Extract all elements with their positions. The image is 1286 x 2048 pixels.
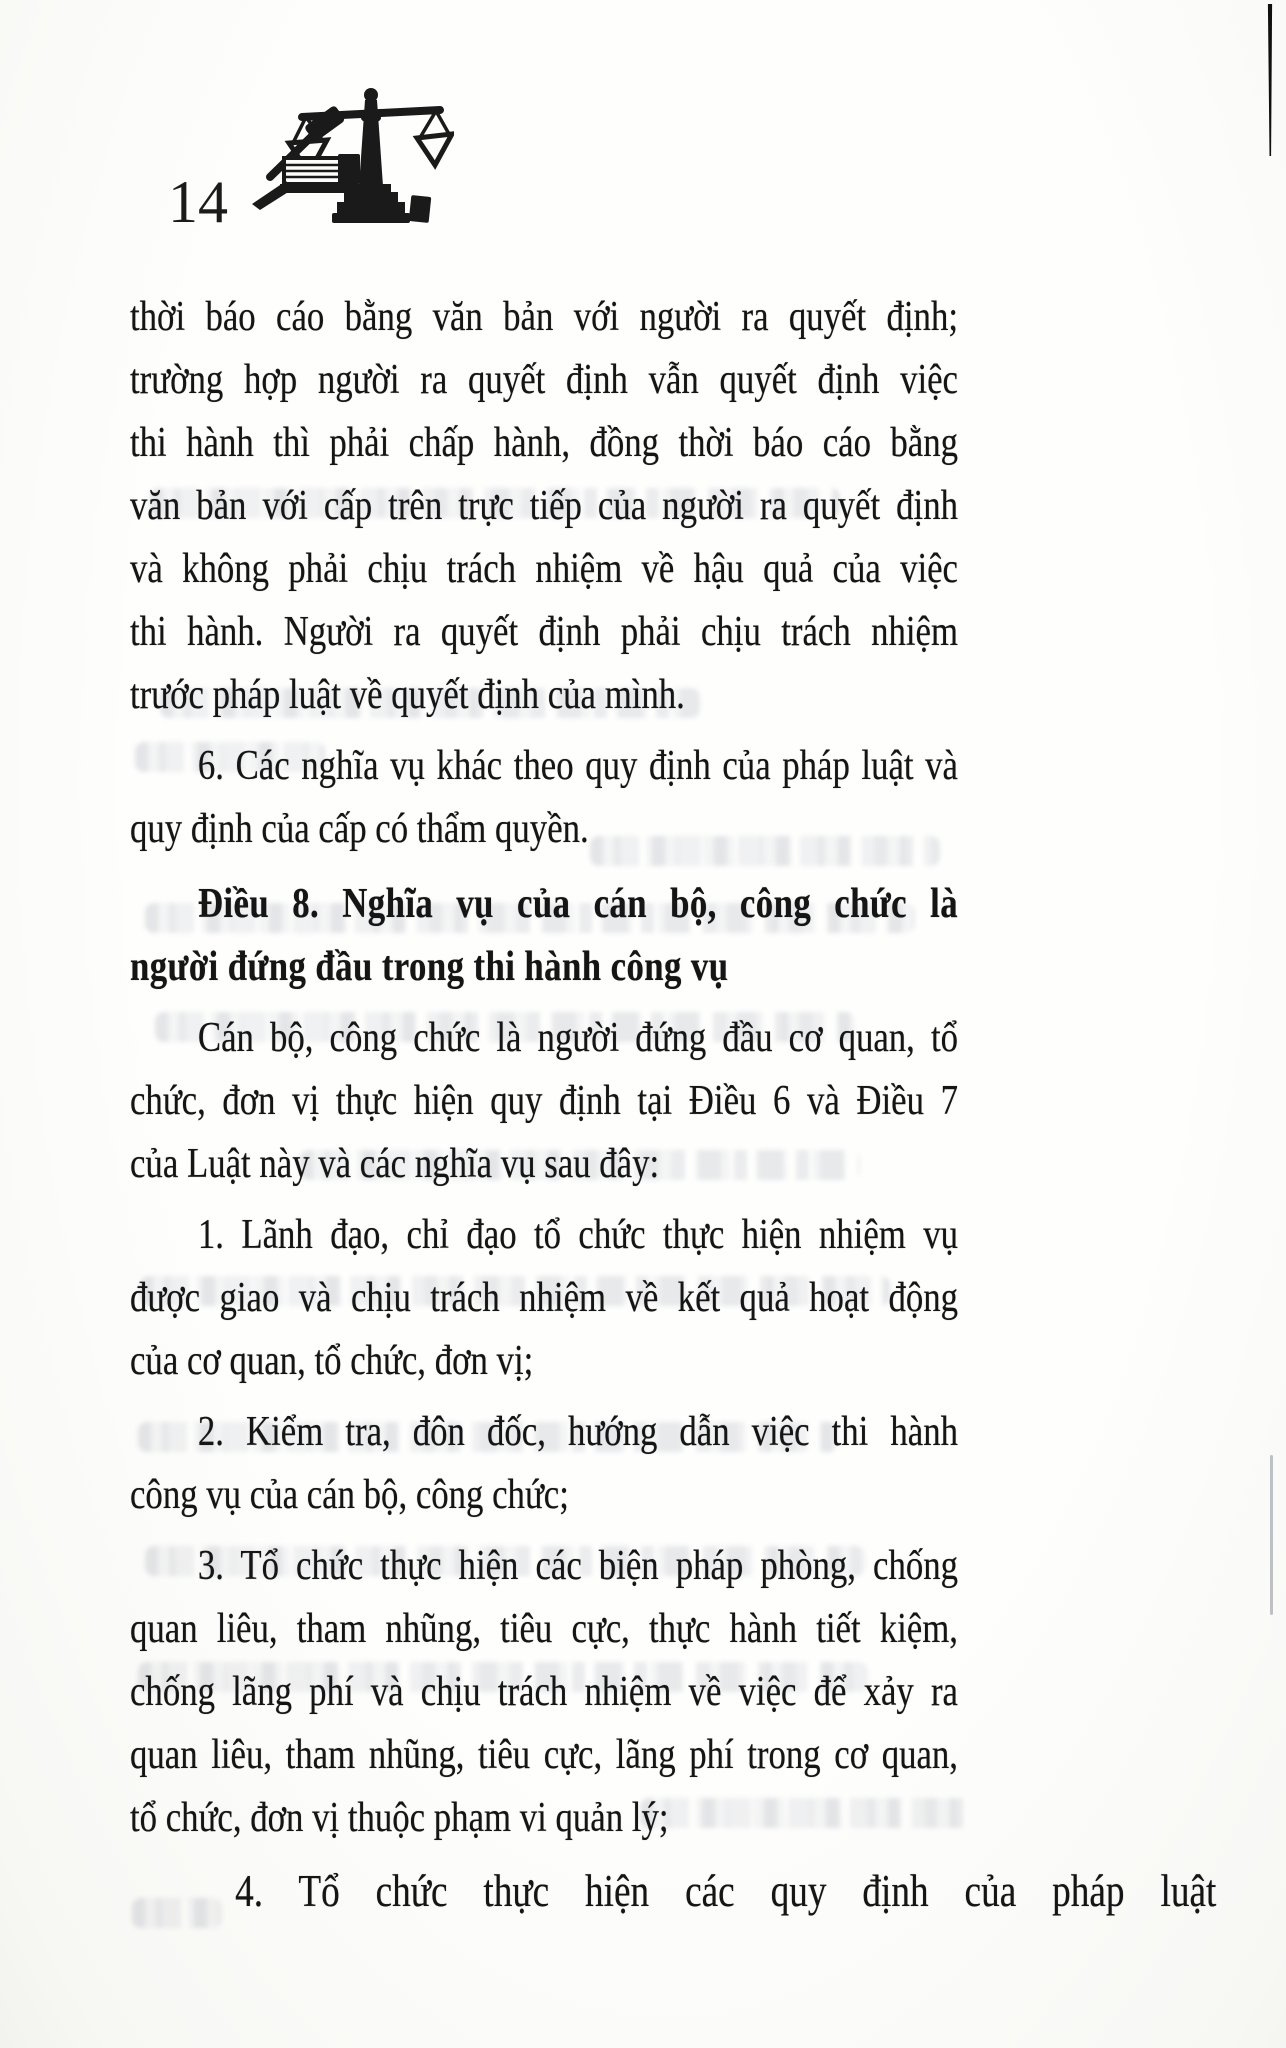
text-line: 1. Lãnh đạo, chỉ đạo tổ chức thực hiện nhiệm vụ	[197, 1212, 958, 1258]
paragraph	[130, 1204, 958, 1393]
text-line: 4. Tổ chức thực hiện các quy định của pháp luật	[235, 1866, 1217, 1916]
text-line: người đứng đầu trong thi hành công vụ	[130, 944, 729, 990]
text-line: 6. Các nghĩa vụ khác theo quy định của pháp luật và	[197, 743, 958, 789]
text-line: quan liêu, tham nhũng, tiêu cực, thực hành tiết kiệm,	[130, 1606, 958, 1652]
scan-artifact-corner-line	[1267, 4, 1273, 156]
text-line: thi hành. Người ra quyết định phải chịu trách nhiệm	[130, 609, 958, 655]
text-line: Điều 8. Nghĩa vụ của cán bộ, công chức là	[197, 881, 958, 927]
paragraph	[130, 1535, 958, 1850]
text-line: công vụ của cán bộ, công chức;	[130, 1472, 569, 1518]
text-line: thi hành thì phải chấp hành, đồng thời báo cáo bằng	[130, 420, 958, 466]
text-line: và không phải chịu trách nhiệm về hậu quả của việc	[130, 546, 958, 592]
text-line: 2. Kiểm tra, đôn đốc, hướng dẫn việc thi hành	[197, 1409, 958, 1455]
text-line: quan liêu, tham nhũng, tiêu cực, lãng phí trong cơ quan,	[130, 1732, 958, 1778]
article-heading	[130, 873, 958, 999]
text-line: được giao và chịu trách nhiệm về kết quả hoạt động	[130, 1275, 958, 1321]
text-line: tổ chức, đơn vị thuộc phạm vi quản lý;	[130, 1795, 669, 1841]
page-number: 14	[168, 169, 228, 235]
text-line: 3. Tổ chức thực hiện các biện pháp phòng, chống	[197, 1543, 958, 1589]
paragraph	[235, 1860, 1216, 1923]
paragraph	[130, 1401, 958, 1527]
paragraph	[130, 286, 958, 727]
text-line: trước pháp luật về quyết định của mình.	[130, 672, 685, 718]
justice-scales-gavel-books-icon	[250, 84, 454, 228]
text-line: của Luật này và các nghĩa vụ sau đây:	[130, 1141, 660, 1187]
text-line: trường hợp người ra quyết định vẫn quyết định việc	[130, 357, 958, 403]
paragraph	[130, 1007, 958, 1196]
text-line: văn bản với cấp trên trực tiếp của người ra quyết định	[130, 483, 958, 529]
scan-artifact-edge-line	[1270, 1455, 1273, 1615]
text-line: quy định của cấp có thẩm quyền.	[130, 806, 589, 852]
text-line: chức, đơn vị thực hiện quy định tại Điều 6 và Điều 7	[130, 1078, 958, 1124]
text-column	[130, 286, 1217, 1923]
text-line: chống lãng phí và chịu trách nhiệm về việc để xảy ra	[130, 1669, 958, 1715]
text-line: thời báo cáo bằng văn bản với người ra quyết định;	[130, 294, 958, 340]
text-line: Cán bộ, công chức là người đứng đầu cơ quan, tổ	[197, 1015, 958, 1061]
paragraph	[130, 735, 958, 861]
text-line: của cơ quan, tổ chức, đơn vị;	[130, 1338, 534, 1384]
